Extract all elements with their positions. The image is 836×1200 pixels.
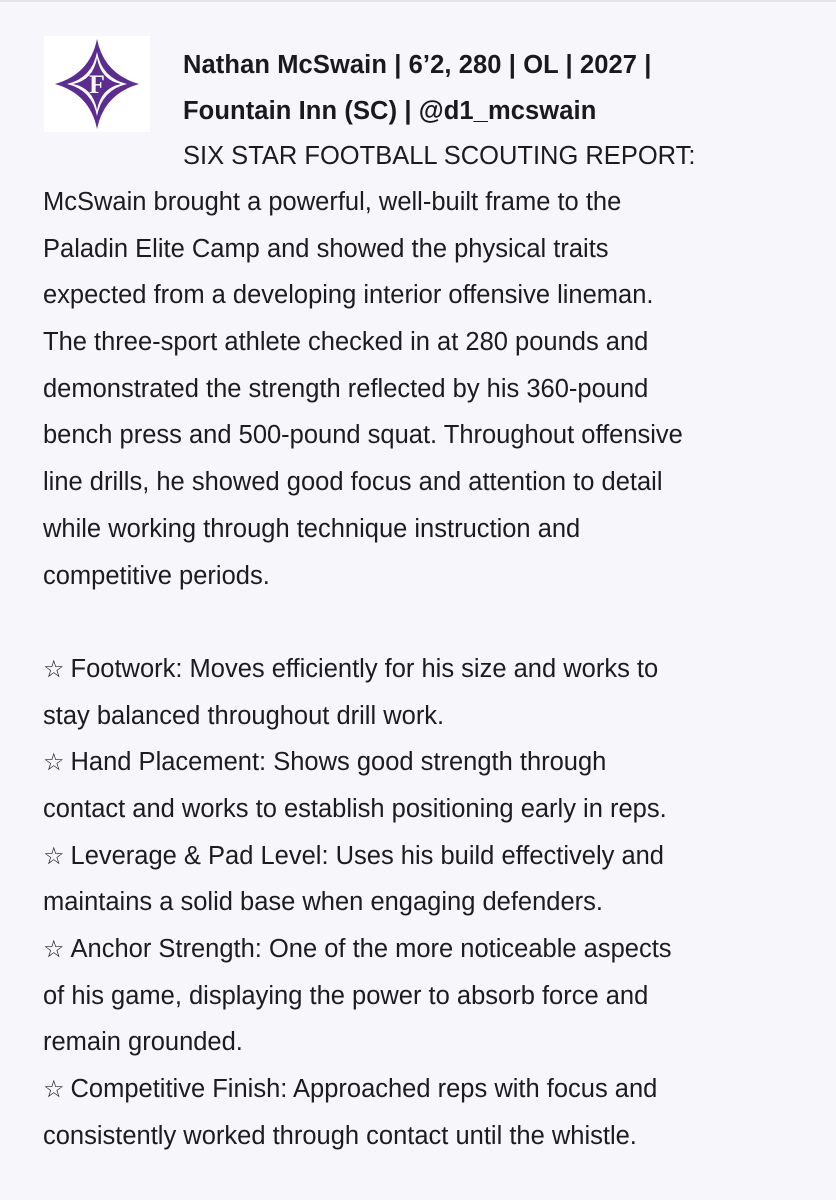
trait-competitive-finish xyxy=(43,1066,823,1159)
trait-text: consistently worked through contact until the whistle. xyxy=(43,1121,637,1150)
paragraph-line: line drills, he showed good focus and attention to detail xyxy=(43,468,663,497)
intro-paragraph xyxy=(43,179,823,599)
blank-line xyxy=(43,599,823,646)
paragraph-line: Paladin Elite Camp and showed the physical traits xyxy=(43,234,609,263)
trait-text: contact and works to establish positioning early in reps. xyxy=(43,794,667,823)
trait-anchor-strength xyxy=(43,926,823,1066)
paragraph-line: bench press and 500-pound squat. Throughout offensive xyxy=(43,421,683,450)
trait-text: maintains a solid base when engaging defenders. xyxy=(43,888,603,917)
report-title: SIX STAR FOOTBALL SCOUTING REPORT: xyxy=(183,142,696,170)
header-line-2: Fountain Inn (SC) | @d1_mcswain xyxy=(183,97,597,125)
paragraph-line: demonstrated the strength reflected by his 360-pound xyxy=(43,374,649,403)
star-icon: ☆ xyxy=(43,748,65,777)
star-icon: ☆ xyxy=(43,935,65,963)
trait-text: stay balanced throughout drill work. xyxy=(43,701,445,730)
paragraph-line: expected from a developing interior offensive lineman. xyxy=(43,281,654,310)
trait-text: Footwork: Moves efficiently for his size and works to xyxy=(70,654,659,683)
post-header xyxy=(183,42,803,134)
trait-leverage xyxy=(43,833,823,926)
star-icon: ☆ xyxy=(43,1075,65,1104)
trait-text: of his game, displaying the power to absorb force and xyxy=(43,981,649,1010)
paragraph-line: The three-sport athlete checked in at 280 pounds and xyxy=(43,328,649,357)
trait-text: Competitive Finish: Approached reps with focus and xyxy=(70,1075,658,1104)
report-body xyxy=(43,179,823,1159)
paragraph-line: competitive periods. xyxy=(43,561,270,590)
star-icon: ☆ xyxy=(43,841,65,870)
logo-letter: F xyxy=(89,70,105,99)
trait-text: Hand Placement: Shows good strength through xyxy=(70,748,607,777)
trait-text: Leverage & Pad Level: Uses his build effectively and xyxy=(70,841,664,870)
header-line-1: Nathan McSwain | 6’2, 280 | OL | 2027 | xyxy=(183,51,652,79)
furman-logo xyxy=(44,36,150,132)
paragraph-line: while working through technique instruction and xyxy=(43,514,581,543)
trait-text: Anchor Strength: One of the more noticeable aspects xyxy=(70,935,672,963)
top-border xyxy=(0,0,836,2)
trait-text: remain grounded. xyxy=(43,1028,243,1057)
trait-footwork xyxy=(43,646,823,739)
star-icon: ☆ xyxy=(43,654,65,683)
trait-hand-placement xyxy=(43,739,823,832)
paragraph-line: McSwain brought a powerful, well-built frame to the xyxy=(43,188,622,216)
